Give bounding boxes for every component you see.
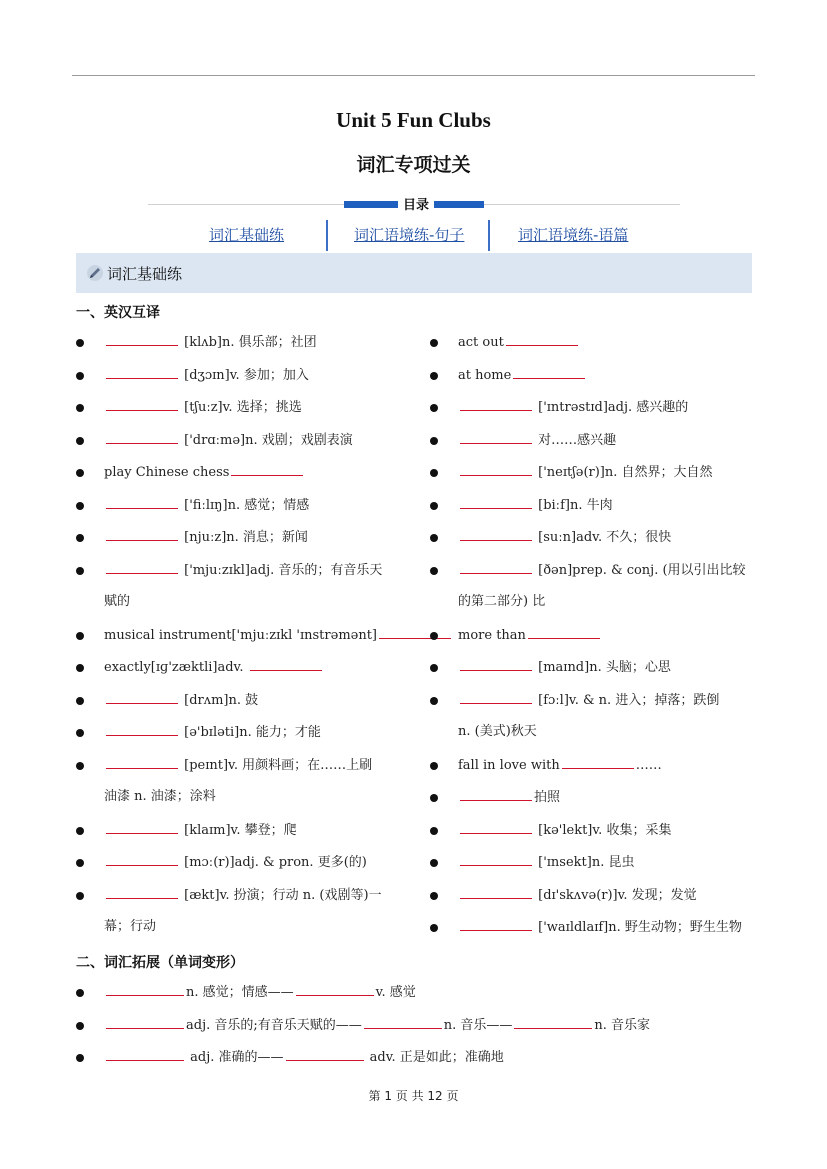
bullet-icon: [76, 729, 84, 737]
vocab-text: [104, 815, 297, 846]
vocab-definition: ['drɑːmə]n. 戏剧；戏剧表演: [180, 432, 353, 448]
answer-blank[interactable]: [106, 331, 178, 346]
vocab-item: [76, 685, 406, 716]
answer-blank[interactable]: [460, 786, 532, 801]
vocab-definition: [drʌm]n. 鼓: [180, 692, 259, 708]
bullet-icon: [76, 859, 84, 867]
word-form-hint: n. 感觉；情感——: [186, 985, 294, 1000]
vocab-definition: [kə'lekt]v. 收集；采集: [534, 822, 672, 838]
toc-accent-right: [431, 201, 484, 208]
vocab-text: [458, 392, 688, 423]
word-form-text: [104, 1010, 650, 1041]
answer-blank[interactable]: [460, 689, 532, 704]
toc-links: [0, 220, 827, 252]
bullet-icon: [430, 664, 438, 672]
vocab-text: [458, 815, 671, 846]
pencil-icon: [86, 264, 104, 282]
answer-blank[interactable]: [106, 851, 178, 866]
vocab-prompt: act out: [458, 335, 504, 350]
bullet-icon: [76, 502, 84, 510]
word-form-item: [76, 977, 752, 1008]
vocab-text: [458, 457, 713, 488]
answer-blank[interactable]: [106, 721, 178, 736]
vocab-text: [104, 490, 309, 521]
bullet-icon: [76, 827, 84, 835]
vocab-text: [458, 490, 613, 521]
vocab-text: [458, 360, 587, 391]
vocab-item: [430, 327, 760, 358]
vocab-prompt: at home: [458, 367, 512, 383]
section-header: [76, 253, 752, 293]
answer-blank[interactable]: [106, 429, 178, 444]
vocab-text: [104, 847, 367, 878]
vocab-text: [458, 425, 616, 456]
bullet-icon: [430, 437, 438, 445]
answer-blank[interactable]: [528, 624, 600, 639]
vocab-item: [76, 750, 406, 812]
bullet-icon: [76, 892, 84, 900]
bullet-icon: [76, 404, 84, 412]
answer-blank[interactable]: [106, 559, 178, 574]
vocab-text: [104, 360, 309, 391]
bullet-icon: [76, 1022, 84, 1030]
word-form-item: [76, 1010, 752, 1041]
vocab-item: [76, 717, 406, 748]
answer-blank[interactable]: [460, 429, 532, 444]
bullet-icon: [430, 404, 438, 412]
vocab-text: [104, 717, 321, 748]
vocab-item: [430, 620, 760, 651]
bullet-icon: [76, 762, 84, 770]
answer-blank[interactable]: [106, 526, 178, 541]
vocab-text: [104, 750, 372, 781]
answer-blank[interactable]: [506, 331, 578, 346]
vocab-item: [430, 555, 760, 617]
vocab-definition: [ə'bɪləti]n. 能力；才能: [180, 725, 321, 740]
vocab-item: [430, 425, 760, 456]
section-title: 词汇基础练: [107, 265, 183, 283]
vocab-text: [104, 652, 324, 683]
answer-blank[interactable]: [364, 1014, 442, 1029]
toc-header: [148, 192, 680, 216]
vocab-prompt: play Chinese chess: [104, 465, 230, 480]
vocab-text: [104, 685, 258, 716]
vocab-text: [458, 685, 719, 716]
answer-blank[interactable]: [460, 819, 532, 834]
vocab-item: [76, 522, 406, 553]
vocab-definition: ['ɪntrəstɪd]adj. 感兴趣的: [534, 400, 689, 415]
bullet-icon: [430, 924, 438, 932]
bullet-icon: [430, 632, 438, 640]
vocab-item: [76, 360, 406, 391]
part2-heading: 二、词汇拓展（单词变形）: [76, 955, 244, 971]
vocab-text: [458, 555, 746, 586]
bullet-icon: [76, 664, 84, 672]
vocab-text: [458, 327, 580, 358]
answer-blank[interactable]: [562, 754, 634, 769]
toc-link-basic[interactable]: 词汇基础练: [209, 226, 285, 244]
answer-blank[interactable]: [106, 884, 178, 899]
answer-blank[interactable]: [460, 559, 532, 574]
vocab-definition: ['mjuːzɪkl]adj. 音乐的；有音乐天: [180, 562, 383, 578]
word-form-text: [104, 977, 416, 1008]
bullet-icon: [430, 502, 438, 510]
vocab-definition: [dʒɔɪn]v. 参加；加入: [180, 367, 309, 383]
vocab-text: [104, 620, 453, 651]
vocab-definition: ['neɪtʃə(r)]n. 自然界；大自然: [534, 465, 713, 480]
answer-blank[interactable]: [460, 396, 532, 411]
bullet-icon: [430, 469, 438, 477]
vocab-item: [76, 815, 406, 846]
toc-separator: [488, 220, 490, 251]
bullet-icon: [76, 437, 84, 445]
vocab-definition: [ðən]prep. & conj. (用以引出比较: [534, 562, 746, 578]
bullet-icon: [430, 339, 438, 347]
part1-heading: 一、英汉互译: [76, 305, 160, 321]
answer-blank[interactable]: [106, 754, 178, 769]
vocab-text: [458, 782, 560, 813]
vocab-item: [76, 555, 406, 617]
vocab-item: [430, 522, 760, 553]
vocab-prompt: exactly[ɪɡ'zæktli]adv.: [104, 660, 248, 675]
toc-link-passage[interactable]: 词汇语境练-语篇: [518, 226, 629, 244]
toc-accent-left: [344, 201, 402, 208]
answer-blank[interactable]: [106, 396, 178, 411]
word-form-hint: adj. 音乐的;有音乐天赋的——: [186, 1017, 362, 1033]
answer-blank[interactable]: [514, 1014, 592, 1029]
word-form-item: [76, 1042, 752, 1073]
answer-blank[interactable]: [250, 656, 322, 671]
vocab-item: [76, 327, 406, 358]
toc-link-sentence[interactable]: 词汇语境练-句子: [354, 226, 465, 244]
vocab-item: [430, 652, 760, 683]
bullet-icon: [76, 372, 84, 380]
vocab-item: [430, 750, 760, 781]
bullet-icon: [430, 859, 438, 867]
answer-blank[interactable]: [513, 364, 585, 379]
vocab-item: [430, 685, 760, 747]
vocab-prompt: more than: [458, 627, 526, 643]
bullet-icon: [76, 469, 84, 477]
bullet-icon: [76, 339, 84, 347]
bullet-icon: [430, 794, 438, 802]
vocab-definition: ['ɪnsekt]n. 昆虫: [534, 855, 635, 870]
answer-blank[interactable]: [460, 851, 532, 866]
vocab-item: [76, 847, 406, 878]
answer-blank[interactable]: [106, 819, 178, 834]
answer-blank[interactable]: [286, 1046, 364, 1061]
vocab-definition: [klaɪm]v. 攀登；爬: [180, 822, 297, 838]
vocab-definition: 拍照: [534, 790, 561, 805]
answer-blank[interactable]: [460, 526, 532, 541]
vocab-text: [458, 912, 742, 943]
vocab-text: [458, 880, 697, 911]
vocab-item: [430, 392, 760, 423]
vocab-item: [76, 880, 406, 942]
bullet-icon: [430, 827, 438, 835]
bullet-icon: [76, 989, 84, 997]
bullet-icon: [76, 697, 84, 705]
page-subtitle: 词汇专项过关: [356, 154, 471, 176]
answer-blank[interactable]: [460, 494, 532, 509]
vocab-text: [458, 620, 602, 651]
vocab-definition-continued: 赋的: [104, 593, 131, 609]
vocab-text: [458, 522, 671, 553]
vocab-text: [104, 880, 382, 911]
vocab-definition: [peɪnt]v. 用颜料画；在……上刷: [180, 757, 373, 773]
vocab-definition-continued: 的第二部分) 比: [458, 593, 546, 609]
word-form-hint: adj. 准确的——: [186, 1050, 284, 1065]
vocab-item: [76, 620, 406, 651]
vocab-text: [104, 522, 308, 553]
word-form-text: [104, 1042, 504, 1073]
vocab-definition: [fɔːl]v. & n. 进入；掉落；跌倒: [534, 692, 720, 708]
vocab-item: [76, 652, 406, 683]
vocab-definition: [dɪ'skʌvə(r)]v. 发现；发觉: [534, 887, 697, 903]
vocab-item: [76, 425, 406, 456]
bullet-icon: [76, 567, 84, 575]
vocab-text: [104, 555, 382, 586]
answer-blank[interactable]: [460, 916, 532, 931]
answer-blank[interactable]: [460, 884, 532, 899]
word-form-hint: n. 音乐——: [443, 1017, 513, 1033]
answer-blank[interactable]: [231, 461, 303, 476]
vocab-definition: [mɔː(r)]adj. & pron. 更多(的): [180, 855, 367, 870]
vocab-text: [104, 425, 353, 456]
answer-blank[interactable]: [460, 656, 532, 671]
vocab-definition: 对……感兴趣: [534, 432, 617, 448]
vocab-definition: [suːn]adv. 不久；很快: [534, 530, 672, 545]
vocab-definition-continued: 油漆 n. 油漆；涂料: [104, 788, 216, 804]
vocab-definition-continued: n. (美式)秋天: [458, 723, 537, 739]
page-title: Unit 5 Fun Clubs: [336, 108, 491, 132]
answer-blank[interactable]: [106, 1014, 184, 1029]
word-form-hint: n. 音乐家: [594, 1017, 651, 1033]
vocab-definition: [njuːz]n. 消息；新闻: [180, 530, 308, 545]
vocab-definition: [maɪnd]n. 头脑；心思: [534, 660, 671, 675]
vocab-prompt: fall in love with: [458, 757, 560, 773]
vocab-definition: [klʌb]n. 俱乐部；社团: [180, 335, 317, 350]
vocab-text: [458, 847, 634, 878]
vocab-item: [76, 392, 406, 423]
bullet-icon: [430, 697, 438, 705]
answer-blank[interactable]: [106, 689, 178, 704]
vocab-text: [104, 457, 305, 488]
answer-blank[interactable]: [106, 1046, 184, 1061]
word-form-hint: adv. 正是如此；准确地: [365, 1050, 504, 1065]
vocab-definition: ['fiːlɪŋ]n. 感觉；情感: [180, 497, 310, 513]
bullet-icon: [430, 372, 438, 380]
answer-blank[interactable]: [106, 494, 178, 509]
vocab-definition: [biːf]n. 牛肉: [534, 497, 613, 513]
bullet-icon: [430, 534, 438, 542]
toc-label: 目录: [398, 194, 434, 213]
vocab-definition: ['waɪldlaɪf]n. 野生动物；野生生物: [534, 920, 742, 935]
vocab-item: [430, 457, 760, 488]
vocab-item: [430, 782, 760, 813]
page-number: 第 1 页 共 12 页: [368, 1089, 459, 1103]
vocab-item: [430, 360, 760, 391]
vocab-text: [458, 750, 662, 781]
vocab-text: [458, 652, 671, 683]
bullet-icon: [76, 534, 84, 542]
vocab-definition: [tʃuːz]v. 选择；挑选: [180, 400, 302, 415]
vocab-definition-continued: 幕；行动: [104, 918, 157, 934]
vocab-item: [430, 815, 760, 846]
vocab-item: [430, 912, 760, 943]
answer-blank[interactable]: [106, 364, 178, 379]
vocab-text: [104, 392, 302, 423]
word-form-hint: v. 感觉: [375, 985, 416, 1000]
answer-blank[interactable]: [460, 461, 532, 476]
vocab-definition: ……: [635, 757, 662, 773]
vocab-item: [76, 490, 406, 521]
vocab-item: [430, 847, 760, 878]
vocab-prompt: musical instrument['mjuːzɪkl 'ɪnstrəmənt]: [104, 627, 378, 643]
bullet-icon: [76, 1054, 84, 1062]
vocab-item: [430, 490, 760, 521]
answer-blank[interactable]: [296, 981, 374, 996]
bullet-icon: [430, 567, 438, 575]
vocab-text: [104, 327, 317, 358]
answer-blank[interactable]: [106, 981, 184, 996]
bullet-icon: [76, 632, 84, 640]
toc-separator: [326, 220, 328, 251]
bullet-icon: [430, 762, 438, 770]
vocab-definition: [ækt]v. 扮演；行动 n. (戏剧等)一: [180, 887, 382, 903]
header-rule: [72, 75, 755, 76]
bullet-icon: [430, 892, 438, 900]
vocab-item: [430, 880, 760, 911]
vocab-item: [76, 457, 406, 488]
